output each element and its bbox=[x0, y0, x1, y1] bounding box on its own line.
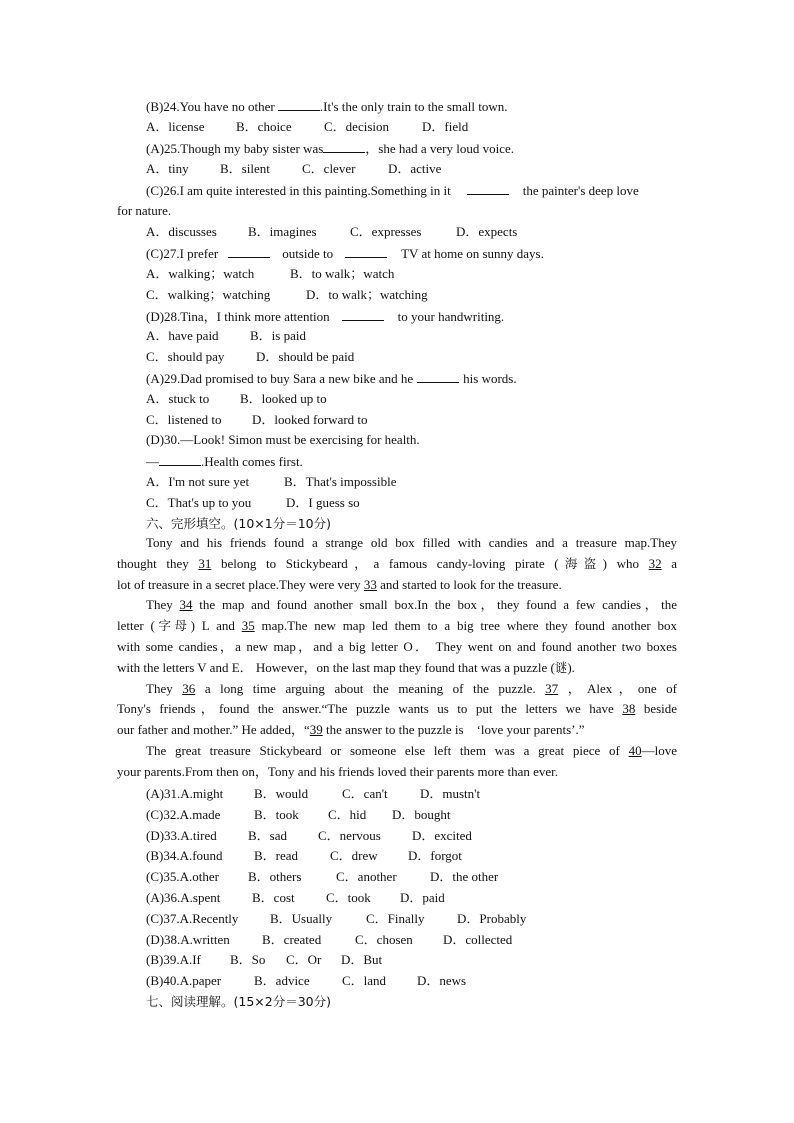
passage-line: letter (字母) L and 35 map.The new map led them to a big tree where they found another box bbox=[117, 618, 678, 634]
passage-line: our father and mother.” He added，“39 the answer to the puzzle is ‘love your parents’.” bbox=[117, 722, 585, 738]
answer-blank bbox=[323, 139, 365, 153]
question-26-options: A．discusses B．imagines C．expresses D．expects bbox=[146, 224, 518, 239]
blank-33: 33 bbox=[363, 576, 377, 592]
blank-39: 39 bbox=[309, 722, 323, 738]
question-27-stem: (C)27.I prefer outside to TV at home on sunny days. bbox=[146, 246, 544, 261]
question-25-stem: (A)25.Though my baby sister was ，she had a very loud voice. bbox=[146, 141, 515, 156]
answer-blank bbox=[345, 244, 387, 258]
question-30-options-row1: A．I'm not sure yet B．That's impossible bbox=[146, 474, 397, 489]
question-28-options-row1: A．have paid B．is paid bbox=[146, 328, 306, 343]
blank-34: 34 bbox=[179, 597, 193, 613]
blank-37: 37 bbox=[545, 680, 559, 696]
question-37-options: (C)37.A.Recently B．Usually C．Finally D．Probably bbox=[146, 911, 527, 926]
question-35-options: (C)35.A.other B．others C．another D．the other bbox=[146, 869, 499, 884]
question-27-options-row2: C．walking；watching D．to walk；watching bbox=[146, 287, 428, 302]
question-32-options: (C)32.A.made B．took C．hid D．bought bbox=[146, 807, 451, 822]
question-33-options: (D)33.A.tired B．sad C．nervous D．excited bbox=[146, 828, 472, 843]
blank-31: 31 bbox=[198, 555, 212, 571]
question-29-options-row1: A．stuck to B．looked up to bbox=[146, 391, 327, 406]
question-24-options: A．license B．choice C．decision D．field bbox=[146, 119, 469, 134]
question-29-options-row2: C．listened to D．looked forward to bbox=[146, 412, 368, 427]
question-25-options: A．tiny B．silent C．clever D．active bbox=[146, 161, 442, 176]
passage-line: Tony's friends，found the answer.“The puzzle wants us to put the letters we have 38 beside bbox=[117, 701, 678, 717]
passage-line: with the letters V and E． However，on the last map they found that was a puzzle (谜). bbox=[117, 659, 575, 675]
question-39-options: (B)39.A.If B．So C．Or D．But bbox=[146, 952, 383, 967]
cloze-passage bbox=[117, 533, 677, 783]
question-34-options: (B)34.A.found B．read C．drew D．forgot bbox=[146, 848, 462, 863]
answer-blank bbox=[159, 452, 201, 466]
answer-blank bbox=[467, 181, 509, 195]
answer-blank bbox=[278, 97, 320, 111]
passage-line: They 36 a long time arguing about the meaning of the puzzle. 37 ，Alex，one of bbox=[146, 680, 678, 696]
blank-40: 40 bbox=[628, 742, 642, 758]
question-29-stem: (A)29.Dad promised to buy Sara a new bike and he his words. bbox=[146, 371, 517, 386]
question-24-stem: (B)24.You have no other .It's the only train to the small town. bbox=[146, 99, 508, 114]
question-31-options: (A)31.A.might B．would C．can't D．mustn't bbox=[146, 786, 481, 801]
blank-35: 35 bbox=[241, 618, 255, 634]
blank-38: 38 bbox=[622, 701, 636, 717]
passage-line: The great treasure Stickybeard or someone else left them was a great piece of 40—love bbox=[146, 742, 677, 758]
blank-32: 32 bbox=[648, 555, 662, 571]
question-30-stem: (D)30.—Look! Simon must be exercising for health. bbox=[146, 432, 420, 447]
question-26-stem: (C)26.I am quite interested in this painting.Something in it the painter's deep love bbox=[146, 183, 639, 198]
passage-line: They 34 the map and found another small box.In the box，they found a few candies，the bbox=[146, 597, 677, 613]
question-28-options-row2: C．should pay D．should be paid bbox=[146, 349, 355, 364]
question-30-reply: — .Health comes first. bbox=[146, 454, 303, 469]
question-36-options: (A)36.A.spent B．cost C．took D．paid bbox=[146, 890, 445, 905]
answer-blank bbox=[228, 244, 270, 258]
question-38-options: (D)38.A.written B．created C．chosen D．collected bbox=[146, 932, 513, 947]
question-40-options: (B)40.A.paper B．advice C．land D．news bbox=[146, 973, 467, 988]
passage-line: with some candies，a new map，and a big letter O． They went on and found another two boxes bbox=[117, 638, 677, 654]
question-26-stem-cont: for nature. bbox=[117, 203, 172, 218]
passage-line: thought they 31 belong to Stickybeard，a famous candy-loving pirate (海盗) who 32 a bbox=[117, 555, 678, 571]
passage-line: your parents.From then on，Tony and his friends loved their parents more than ever. bbox=[117, 763, 558, 779]
answer-blank bbox=[417, 369, 459, 383]
passage-line: Tony and his friends found a strange old box filled with candies and a treasure map.They bbox=[146, 535, 677, 550]
question-30-options-row2: C．That's up to you D．I guess so bbox=[146, 495, 360, 510]
blank-36: 36 bbox=[182, 680, 196, 696]
question-28-stem: (D)28.Tina，I think more attention to your handwriting. bbox=[146, 309, 505, 324]
section-6-title: 六、完形填空。(10×1分＝10分) bbox=[146, 516, 331, 531]
answer-blank bbox=[342, 307, 384, 321]
section-7-title: 七、阅读理解。(15×2分＝30分) bbox=[146, 994, 331, 1009]
passage-line: lot of treasure in a secret place.They were very 33 and started to look for the treasure. bbox=[117, 576, 562, 592]
question-27-options-row1: A．walking；watch B．to walk；watch bbox=[146, 266, 395, 281]
